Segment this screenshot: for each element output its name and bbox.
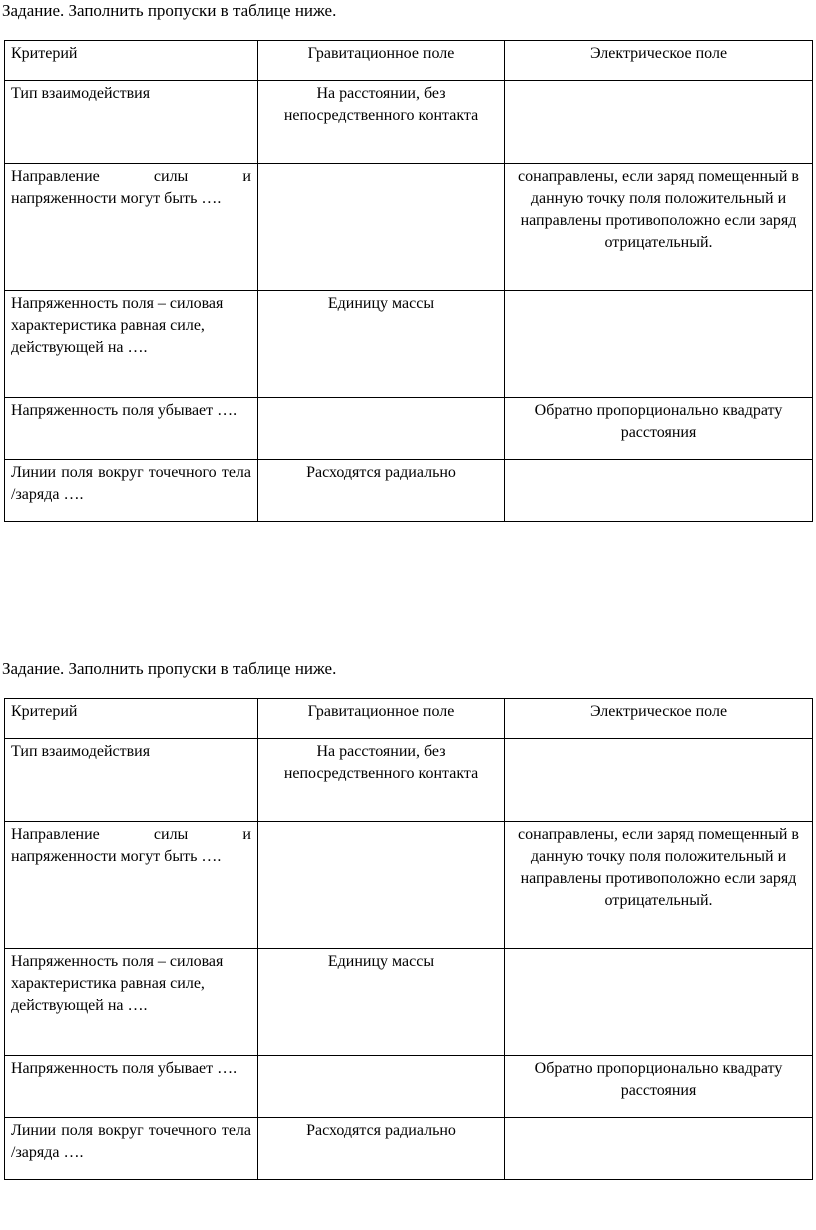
gravity-cell xyxy=(258,822,505,949)
header-electric: Электрическое поле xyxy=(505,699,813,739)
table-row xyxy=(5,739,813,822)
criterion-cell: Напряженность поля убывает …. xyxy=(5,1056,258,1118)
fill-in-table xyxy=(4,698,813,1180)
criterion-cell: Направление силы и напряженности могут быть …. xyxy=(5,822,258,949)
criterion-cell: Направление силы и напряженности могут быть …. xyxy=(5,164,258,291)
criterion-cell: Напряженность поля убывает …. xyxy=(5,398,258,460)
electric-cell: Обратно пропорционально квадрату расстояния xyxy=(505,398,813,460)
table-row xyxy=(5,398,813,460)
table-row xyxy=(5,81,813,164)
electric-cell: Обратно пропорционально квадрату расстояния xyxy=(505,1056,813,1118)
table-header-row xyxy=(5,41,813,81)
fill-in-table xyxy=(4,40,813,522)
electric-cell: сонаправлены, если заряд помещенный в данную точку поля положительный и направлены противоположно если заряд отрицательный. xyxy=(505,822,813,949)
table-row xyxy=(5,460,813,522)
gravity-cell: На расстоянии, без непосредственного контакта xyxy=(258,739,505,822)
criterion-cell: Линии поля вокруг точечного тела /заряда …. xyxy=(5,1118,258,1180)
gravity-cell: Единицу массы xyxy=(258,291,505,398)
electric-cell xyxy=(505,291,813,398)
gravity-cell xyxy=(258,1056,505,1118)
table-header-row xyxy=(5,699,813,739)
table-row xyxy=(5,949,813,1056)
table-row xyxy=(5,822,813,949)
electric-cell xyxy=(505,739,813,822)
task-title: Задание. Заполнить пропуски в таблице ниже. xyxy=(2,659,337,678)
gravity-cell: Единицу массы xyxy=(258,949,505,1056)
table-row xyxy=(5,1118,813,1180)
criterion-cell: Напряженность поля – силовая характеристика равная силе, действующей на …. xyxy=(5,949,258,1056)
table-row xyxy=(5,291,813,398)
table-row xyxy=(5,1056,813,1118)
criterion-cell: Тип взаимодействия xyxy=(5,739,258,822)
task-title: Задание. Заполнить пропуски в таблице ниже. xyxy=(2,1,337,20)
gravity-cell: На расстоянии, без непосредственного контакта xyxy=(258,81,505,164)
electric-cell xyxy=(505,1118,813,1180)
criterion-cell: Напряженность поля – силовая характеристика равная силе, действующей на …. xyxy=(5,291,258,398)
electric-cell: сонаправлены, если заряд помещенный в данную точку поля положительный и направлены противоположно если заряд отрицательный. xyxy=(505,164,813,291)
electric-cell xyxy=(505,949,813,1056)
header-criterion: Критерий xyxy=(5,699,258,739)
criterion-cell: Тип взаимодействия xyxy=(5,81,258,164)
header-gravity: Гравитационное поле xyxy=(258,41,505,81)
gravity-cell: Расходятся радиально xyxy=(258,1118,505,1180)
electric-cell xyxy=(505,81,813,164)
header-gravity: Гравитационное поле xyxy=(258,699,505,739)
table-row xyxy=(5,164,813,291)
criterion-cell: Линии поля вокруг точечного тела /заряда …. xyxy=(5,460,258,522)
electric-cell xyxy=(505,460,813,522)
header-electric: Электрическое поле xyxy=(505,41,813,81)
header-criterion: Критерий xyxy=(5,41,258,81)
gravity-cell xyxy=(258,164,505,291)
gravity-cell: Расходятся радиально xyxy=(258,460,505,522)
gravity-cell xyxy=(258,398,505,460)
